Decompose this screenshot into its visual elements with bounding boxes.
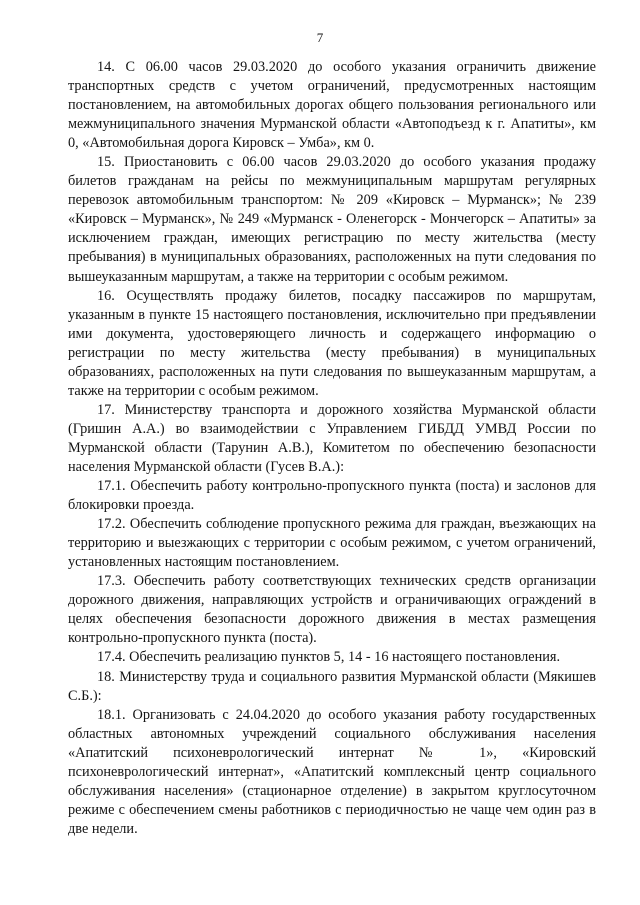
paragraph-17: 17. Министерству транспорта и дорожного хозяйства Мурманской области (Гришин А.А.) во взаимодействии с Управлением ГИБДД УМВД России по Мурманской области (Тарунин А.В.), Комитетом по обеспечению безопасности населения Мурманской области (Гусев В.А.): [68, 401, 596, 475]
paragraph-17-3: 17.3. Обеспечить работу соответствующих технических средств организации дорожного движения, направляющих устройств и ограничивающих ограждений в целях обеспечения безопасности дорожного движения в местах размещения контрольно-пропускного пункта (поста). [68, 573, 596, 647]
document-body [68, 58, 596, 839]
paragraph-17-2: 17.2. Обеспечить соблюдение пропускного режима для граждан, въезжающих на территорию и выезжающих с территории с особым режимом, с учетом ограничений, установленных настоящим постановлением. [68, 516, 596, 571]
paragraph-16: 16. Осуществлять продажу билетов, посадку пассажиров по маршрутам, указанным в пункте 15 настоящего постановления, исключительно при предъявлении ими документа, удостоверяющего личность и содержащего информацию о регистрации по месту жительства (месту пребывания) в муниципальных образованиях, расположенных на пути следования по вышеуказанным маршрутам, а также на территории с особым режимом. [68, 287, 596, 399]
paragraph-15: 15. Приостановить с 06.00 часов 29.03.2020 до особого указания продажу билетов гражданам на рейсы по межмуниципальным маршрутам регулярных перевозок автомобильным транспортом: № 209 «Кировск – Мурманск»; № 239 «Кировск – Мурманск», № 249 «Мурманск - Оленегорск - Мончегорск – Апатиты» за исключением граждан, имеющих регистрацию по месту жительства (месту пребывания) в муниципальных образованиях, расположенных на пути следования по вышеуказанным маршрутам, а также на территории с особым режимом. [68, 154, 596, 285]
page-number: 7 [316, 30, 324, 45]
paragraph-18: 18. Министерству труда и социального развития Мурманской области (Мякишев С.Б.): [68, 668, 596, 704]
paragraph-18-1: 18.1. Организовать с 24.04.2020 до особого указания работу государственных областных автономных учреждений социального обслуживания населения «Апатитский психоневрологический интернат № 1», «Кировский психоневрологический интернат», «Апатитский комплексный центр социального обслуживания населения» (стационарное отделение) в закрытом круглосуточном режиме с обеспечением смены работников с периодичностью не чаще чем один раз в две недели. [68, 706, 596, 837]
paragraph-17-1: 17.1. Обеспечить работу контрольно-пропускного пункта (поста) и заслонов для блокировки проезда. [68, 478, 596, 514]
paragraph-14: 14. С 06.00 часов 29.03.2020 до особого указания ограничить движение транспортных средств с учетом ограничений, предусмотренных настоящим постановлением, на автомобильных дорогах общего пользования регионального или межмуниципального значения Мурманской области «Автоподъезд к г. Апатиты», км 0, «Автомобильная дорога Кировск – Умба», км 0. [68, 59, 596, 152]
paragraph-17-4: 17.4. Обеспечить реализацию пунктов 5, 14 - 16 настоящего постановления. [97, 649, 561, 666]
